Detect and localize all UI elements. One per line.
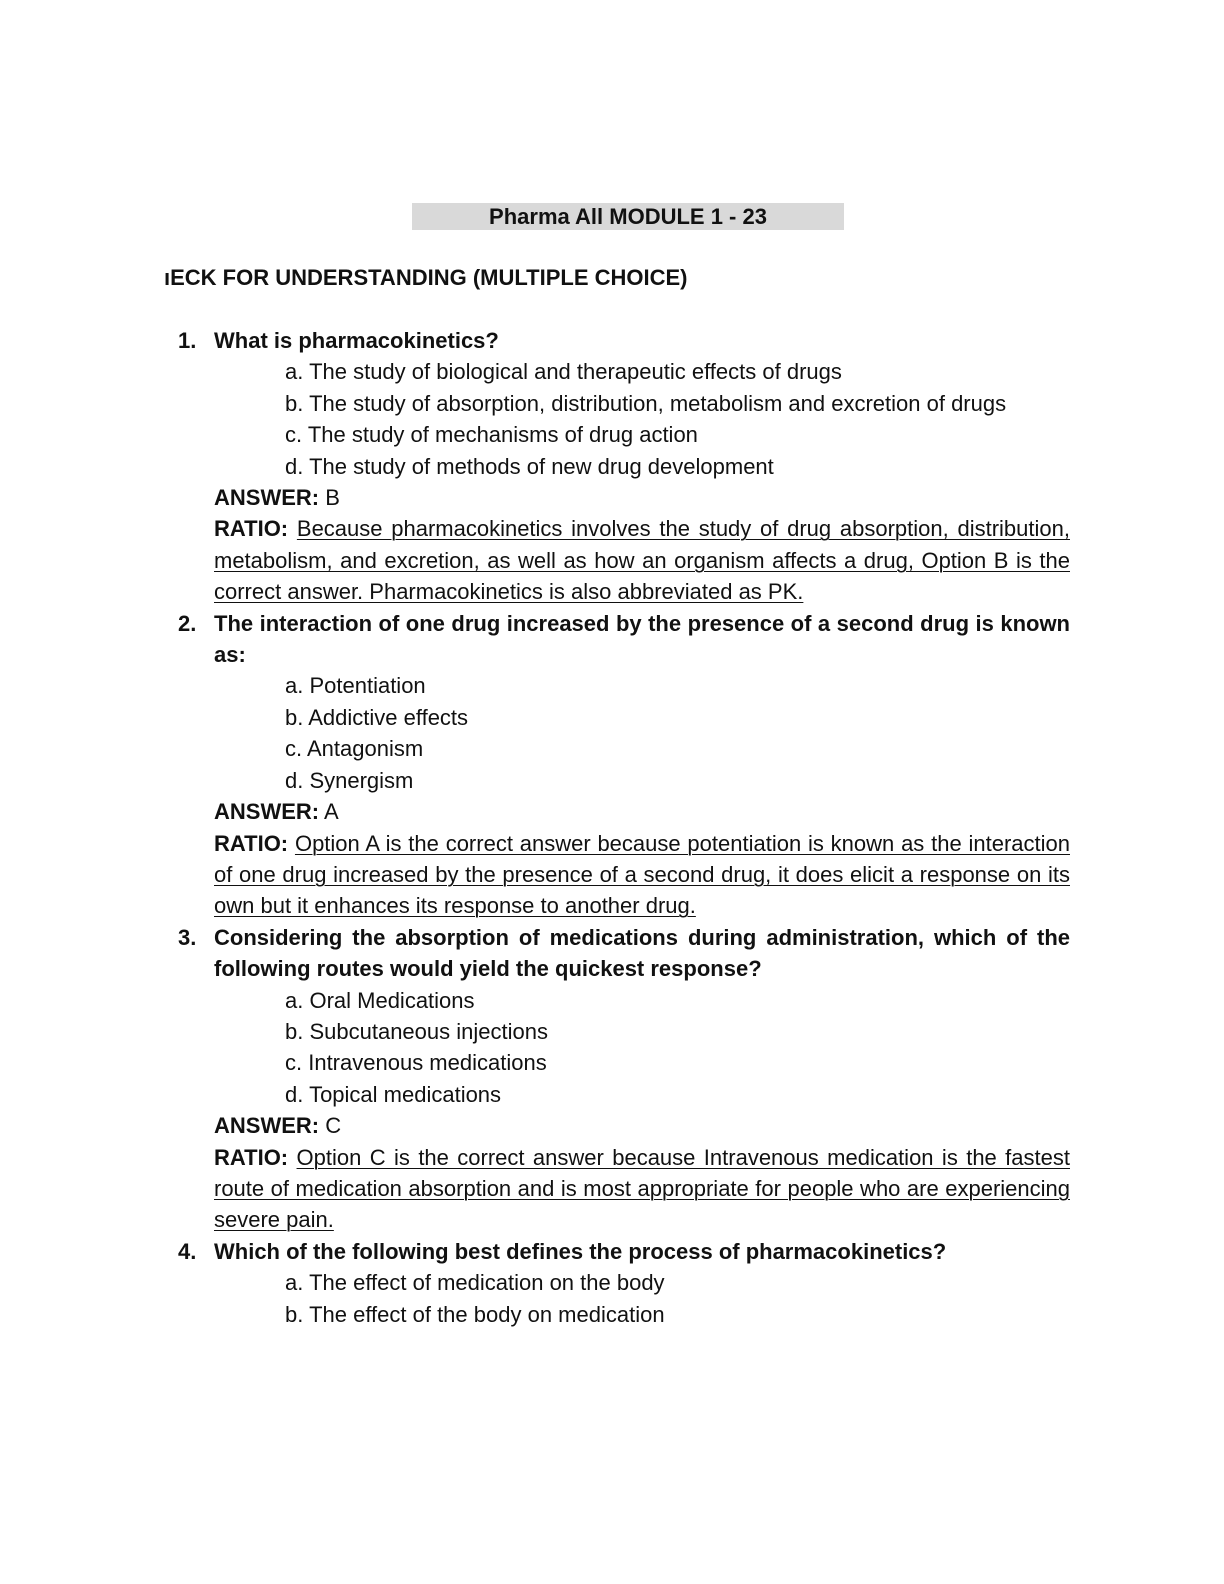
answer-line xyxy=(214,1110,1070,1141)
answer-line xyxy=(214,482,1070,513)
question-text: Considering the absorption of medications during administration, which of the following routes would yield the quickest response? xyxy=(214,924,1070,982)
option-item: c. Intravenous medications xyxy=(285,1050,547,1076)
option-item: a. The study of biological and therapeutic effects of drugs xyxy=(285,359,842,385)
ratio-paragraph xyxy=(214,513,1070,607)
question-item xyxy=(178,1236,1070,1330)
ratio-label: RATIO: xyxy=(214,830,289,856)
answer-value: A xyxy=(324,799,339,825)
ratio-text: Because pharmacokinetics involves the study of drug absorption, distribution, metabolism, and excretion, as well as how an organism affects a drug, Option B is the correct answer. Pharmacokinetics is also abbreviated as PK. xyxy=(214,516,1070,605)
option-item: d. Synergism xyxy=(285,767,414,793)
question-list xyxy=(178,325,1070,1330)
ratio-paragraph xyxy=(214,828,1070,922)
option-item: d. Topical medications xyxy=(285,1081,502,1107)
option-item: d. The study of methods of new drug development xyxy=(285,453,774,479)
option-list xyxy=(214,985,1070,1111)
option-item: a. Oral Medications xyxy=(285,987,475,1013)
option-item: b. The effect of the body on medication xyxy=(285,1301,665,1327)
question-number: 2. xyxy=(178,610,197,636)
answer-value: B xyxy=(325,485,340,511)
page-title: Pharma All MODULE 1 - 23 xyxy=(412,203,844,230)
ratio-paragraph xyxy=(214,1142,1070,1236)
option-item: b. The study of absorption, distribution, metabolism and excretion of drugs xyxy=(285,390,1007,416)
ratio-label: RATIO: xyxy=(214,1144,289,1170)
ratio-text: Option C is the correct answer because Intravenous medication is the fastest route of medication absorption and is most appropriate for people who are experiencing severe pain. xyxy=(214,1144,1070,1233)
question-text: The interaction of one drug increased by the presence of a second drug is known as: xyxy=(214,610,1070,668)
section-heading: ıECK FOR UNDERSTANDING (MULTIPLE CHOICE) xyxy=(164,265,688,290)
question-text: Which of the following best defines the process of pharmacokinetics? xyxy=(214,1238,947,1264)
answer-label: ANSWER: xyxy=(214,1113,320,1139)
option-item: c. Antagonism xyxy=(285,736,424,762)
option-item: a. The effect of medication on the body xyxy=(285,1270,665,1296)
answer-line xyxy=(214,796,1070,827)
question-item xyxy=(178,608,1070,922)
option-item: b. Addictive effects xyxy=(285,704,469,730)
option-item: b. Subcutaneous injections xyxy=(285,1018,548,1044)
answer-value: C xyxy=(325,1113,342,1139)
answer-label: ANSWER: xyxy=(214,485,320,511)
question-item xyxy=(178,325,1070,608)
answer-label: ANSWER: xyxy=(214,799,320,825)
question-number: 3. xyxy=(178,924,197,950)
question-number: 4. xyxy=(178,1238,197,1264)
option-item: c. The study of mechanisms of drug action xyxy=(285,422,698,448)
ratio-label: RATIO: xyxy=(214,516,289,542)
option-list xyxy=(214,356,1070,482)
option-list xyxy=(214,670,1070,796)
option-item: a. Potentiation xyxy=(285,673,426,699)
option-list xyxy=(214,1267,1070,1330)
question-text: What is pharmacokinetics? xyxy=(214,328,499,353)
question-number: 1. xyxy=(178,328,197,353)
question-item xyxy=(178,922,1070,1236)
ratio-text: Option A is the correct answer because potentiation is known as the interaction of one drug increased by the presence of a second drug, it does elicit a response on its own but it enhances its response to another drug. xyxy=(214,830,1070,919)
